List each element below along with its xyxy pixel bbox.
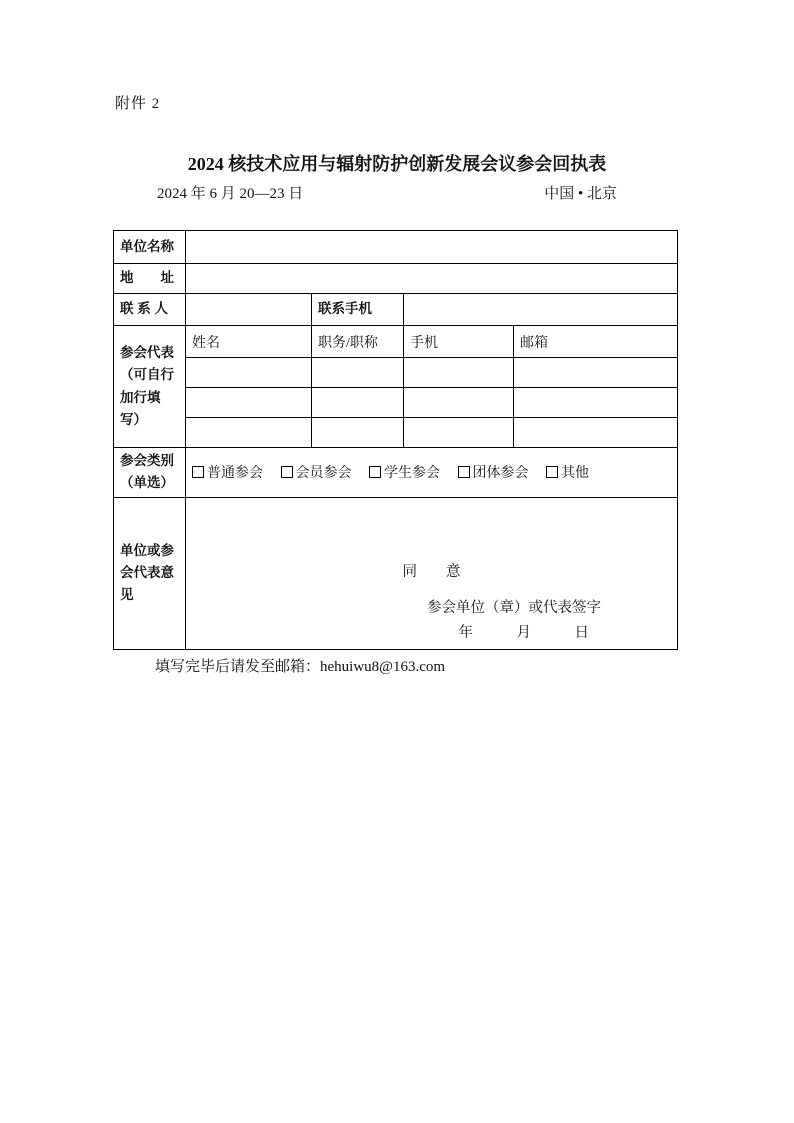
rep-title-input[interactable] [312,388,404,418]
table-row [114,326,678,358]
opinion-input[interactable] [186,497,678,649]
rep-header-mobile: 手机 [404,326,514,358]
representatives-label: 参会代表（可自行加行填写） [114,326,186,448]
rep-header-email: 邮箱 [514,326,678,358]
address-input[interactable] [186,264,678,294]
category-option-label: 其他 [561,466,589,482]
table-row [114,497,678,649]
opinion-label: 单位或参会代表意见 [114,497,186,649]
page-title: 2024 核技术应用与辐射防护创新发展会议参会回执表 [187,154,607,174]
unit-name-input[interactable] [186,231,678,264]
rep-name-input[interactable] [186,358,312,388]
category-option [192,462,263,482]
checkbox-icon[interactable] [192,466,204,478]
submit-email-note: 填写完毕后请发至邮箱：hehuiwu8@163.com [155,659,446,675]
table-row [114,358,678,388]
registration-form-table [113,230,678,650]
category-option [281,462,352,482]
category-options-cell [186,448,678,498]
unit-name-label: 单位名称 [114,231,186,264]
table-row [114,448,678,498]
rep-email-input[interactable] [514,388,678,418]
opinion-signature-line: 参会单位（章）或代表签字 [427,599,601,616]
conference-location: 中国 • 北京 [544,186,617,202]
checkbox-icon[interactable] [458,466,470,478]
category-option [458,462,529,482]
category-option-label: 会员参会 [295,466,352,482]
checkbox-icon[interactable] [281,466,293,478]
category-option-label: 团体参会 [472,466,529,482]
table-row [114,388,678,418]
checkbox-icon[interactable] [546,466,558,478]
contact-person-input[interactable] [186,294,312,326]
category-option [546,462,589,482]
table-row [114,264,678,294]
opinion-agree-text: 同 意 [402,563,461,580]
opinion-date-line: 年 月 日 [458,624,589,641]
rep-header-title: 职务/职称 [312,326,404,358]
rep-name-input[interactable] [186,418,312,448]
rep-name-input[interactable] [186,388,312,418]
conference-dates: 2024 年 6 月 20—23 日 [157,186,304,202]
checkbox-icon[interactable] [369,466,381,478]
rep-email-input[interactable] [514,358,678,388]
subtitle-row [113,182,677,203]
attachment-label: 附件 2 [115,96,161,112]
rep-mobile-input[interactable] [404,418,514,448]
rep-title-input[interactable] [312,358,404,388]
rep-mobile-input[interactable] [404,388,514,418]
category-option-label: 普通参会 [207,466,263,482]
table-row [114,231,678,264]
rep-mobile-input[interactable] [404,358,514,388]
contact-phone-input[interactable] [404,294,678,326]
contact-person-label: 联 系 人 [114,294,186,326]
address-label: 地 址 [114,264,186,294]
category-option-label: 学生参会 [384,466,440,482]
contact-phone-label: 联系手机 [312,294,404,326]
rep-email-input[interactable] [514,418,678,448]
rep-title-input[interactable] [312,418,404,448]
table-row [114,418,678,448]
category-label: 参会类别（单选） [114,448,186,498]
table-row [114,294,678,326]
rep-header-name: 姓名 [186,326,312,358]
category-option [369,462,440,482]
